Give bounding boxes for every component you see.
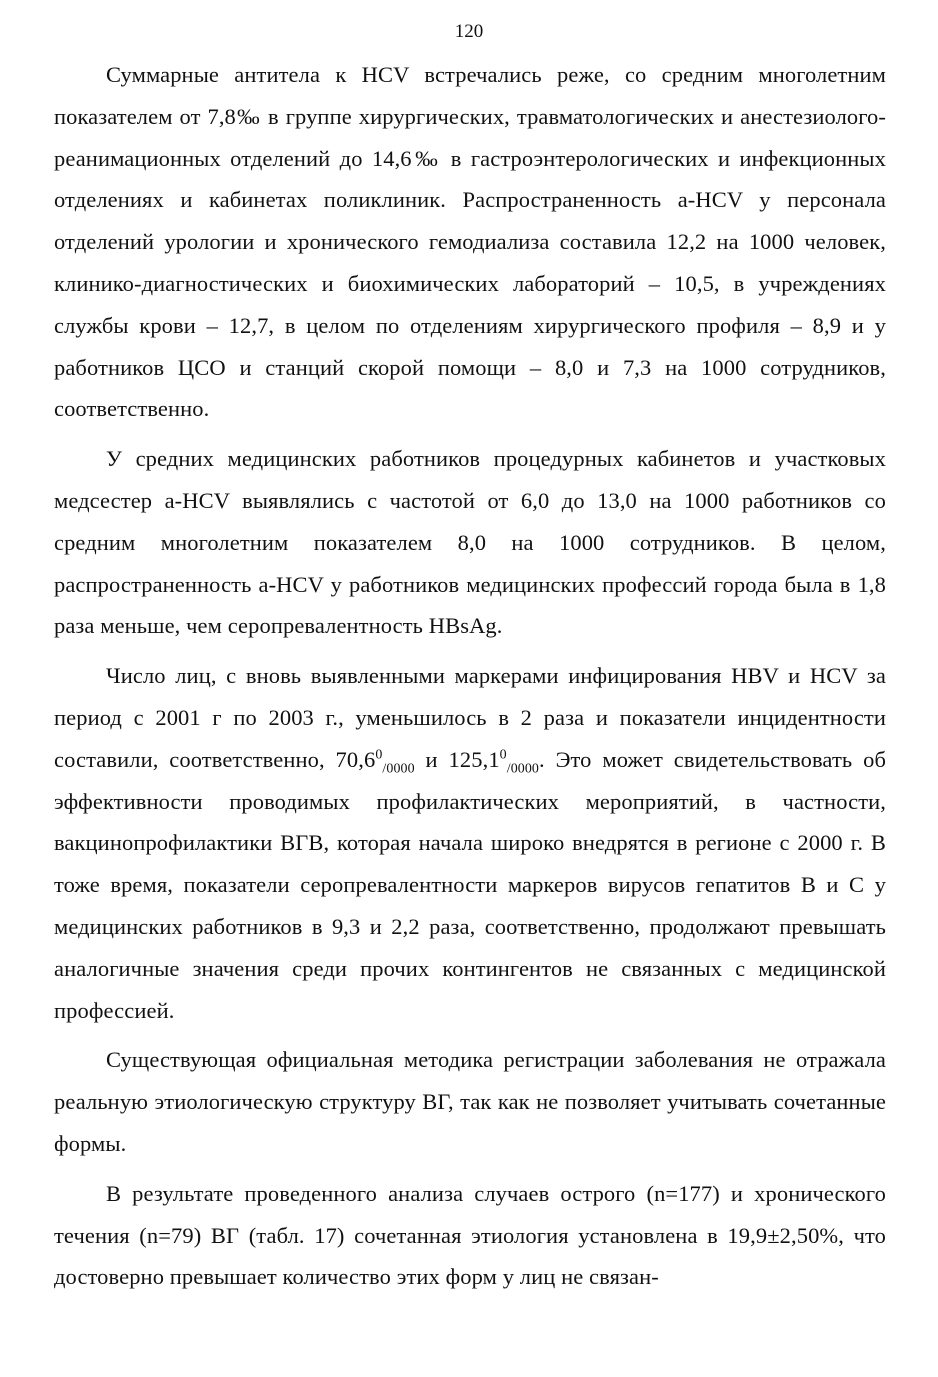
paragraph-registration-method: Существующая официальная методика регистрации заболевания не отражала реальную этиологическую структуру ВГ, так как не позволяет учитывать сочетанные формы. [54, 1047, 886, 1156]
incidence-sub-1: /0000 [382, 761, 415, 777]
incidence-text-part1: Число лиц, с вновь выявленными маркерами инфицирования HBV и HCV за период с 2001 г по 2003 г., уменьшилось в 2 раза и показатели инцидентности составили, соответственно, 70,6 [54, 663, 886, 772]
paragraph-nurses: У средних медицинских работников процедурных кабинетов и участковых медсестер a-HCV выявлялись с частотой от 6,0 до 13,0 на 1000 работников со средним многолетним показателем 8,0 на 1000 сотрудников. В целом, распространенность a-HCV у работников медицинских профессий города была в 1,8 раза меньше, чем серопревалентность HBsAg. [54, 446, 886, 639]
incidence-sup-2: 0 [499, 747, 507, 763]
paragraph-analysis-results: В результате проведенного анализа случаев острого (n=177) и хронического течения (n=79) ВГ (табл. 17) сочетанная этиология установлена в 19,9±2,50%, что достоверно превышает количество этих форм у лиц не связан- [54, 1180, 886, 1290]
incidence-sub-2: /0000 [506, 761, 539, 777]
paragraph-hcv-antibodies: Суммарные антитела к HCV встречались реже, со средним многолетним показателем от 7,8‰ в группе хирургических, травматологических и анестезиолого-реанимационных отделений до 14,6‰ в гастроэнтерологических и инфекционных отделениях и кабинетах поликлиник. Распространенность a-HCV у персонала отделений урологии и хронического гемодиализа составила 12,2 на 1000 человек, клинико-диагностических и биохимических лабораторий – 10,5, в учреждениях службы крови – 12,7, в целом по отделениям хирургического профиля – 8,9 и у работников ЦСО и станций скорой помощи – 8,0 и 7,3 на 1000 сотрудников, соответственно. [54, 62, 886, 422]
page-number: 120 [454, 21, 484, 42]
body-text [54, 54, 886, 1306]
incidence-sup-1: 0 [375, 747, 383, 763]
paragraph-incidence [54, 655, 886, 1031]
incidence-text-part3: . Это может свидетельствовать об эффективности проводимых профилактических мероприятий, в частности, вакцинопрофилактики ВГВ, которая начала широко внедрятся в регионе с 2000 г. В тоже время, показатели серопревалентности маркеров вирусов гепатитов B и C у медицинских работников в 9,3 и 2,2 раза, соответственно, продолжают превышать аналогичные значения среди прочих контингентов не связанных с медицинской профессией. [54, 746, 887, 1023]
incidence-text-part2: и 125,1 [414, 746, 500, 772]
